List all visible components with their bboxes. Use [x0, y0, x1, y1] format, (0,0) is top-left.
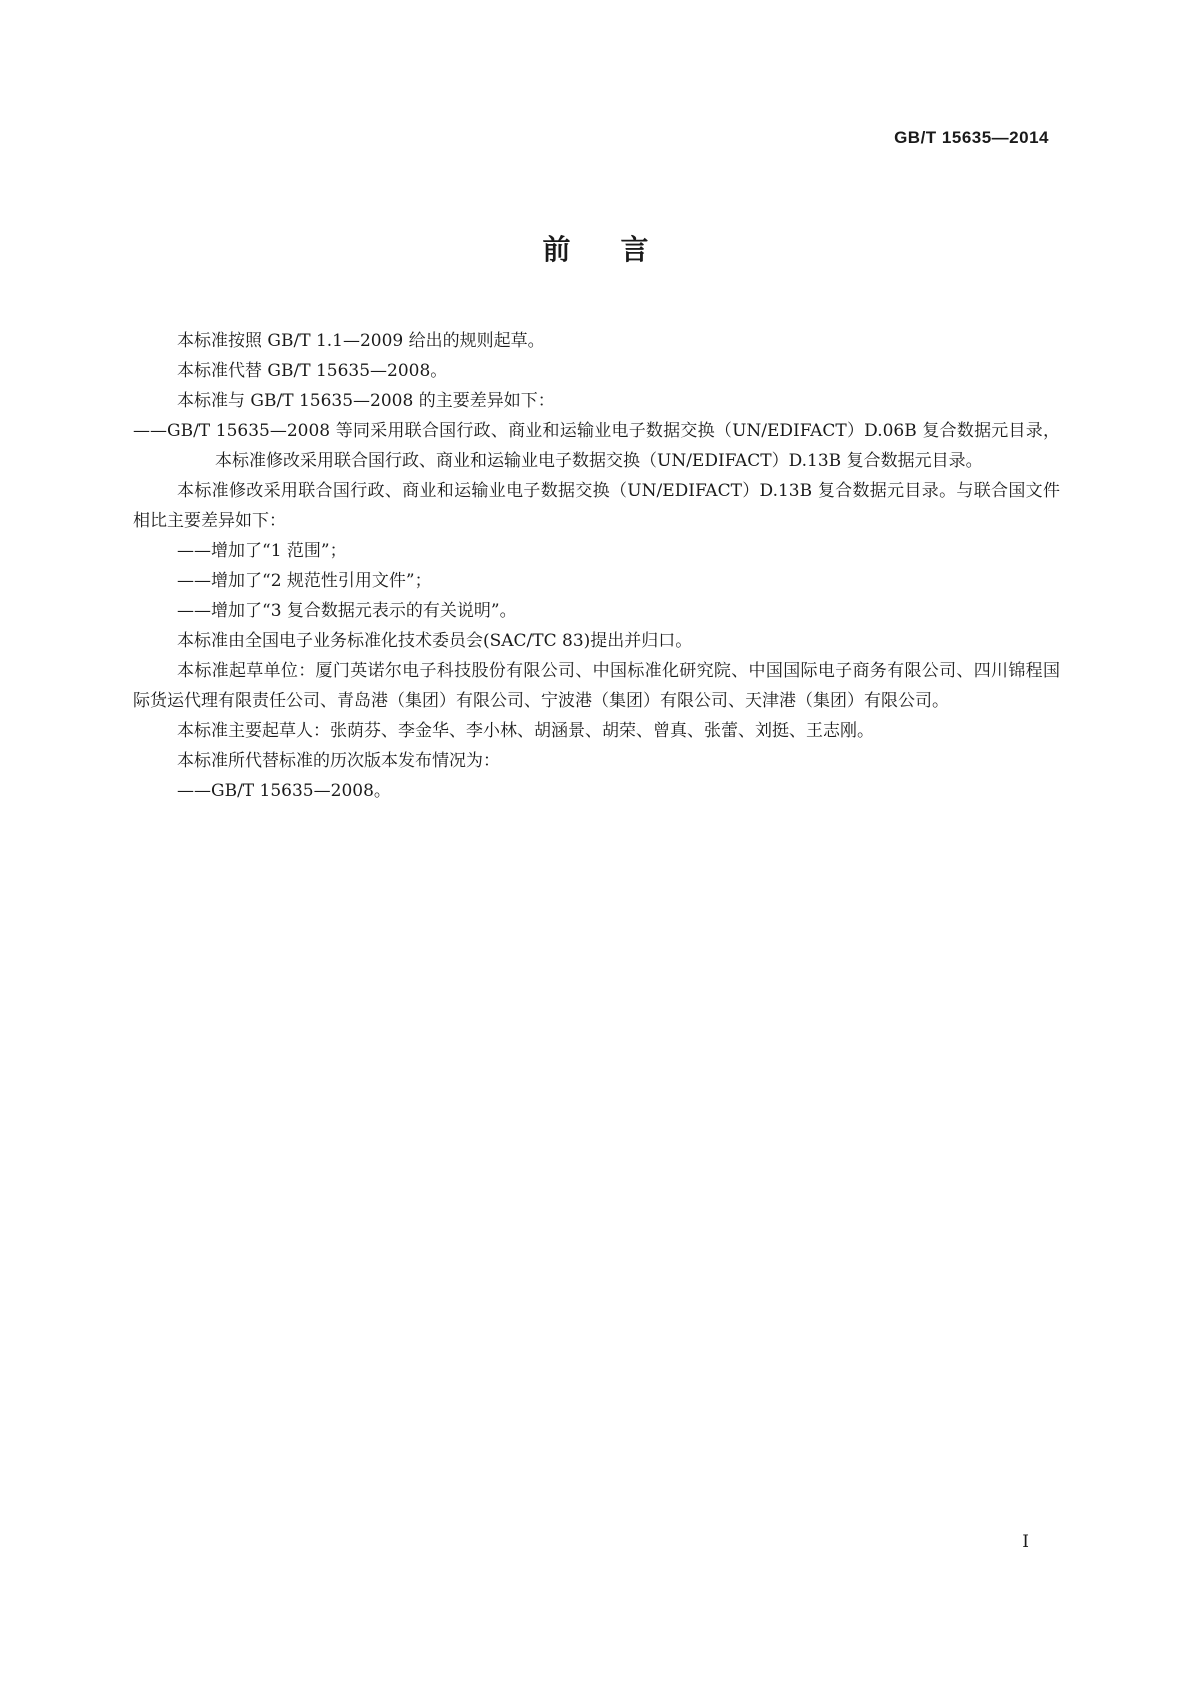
page-number: I	[1022, 1532, 1029, 1552]
dash-item-normative-references: ——增加了“2 规范性引用文件”；	[177, 571, 432, 591]
paragraph-proposer: 本标准由全国电子业务标准化技术委员会(SAC/TC 83)提出并归口。	[177, 631, 693, 651]
paragraph-drafters: 本标准主要起草人：张荫芬、李金华、李小林、胡涵景、胡荣、曾真、张蕾、刘挺、王志刚。	[177, 721, 874, 741]
dash-item-previous-version: ——GB/T 15635—2008。	[177, 781, 391, 801]
dash-item-representation-notes: ——增加了“3 复合数据元表示的有关说明”。	[177, 601, 517, 621]
standard-number: GB/T 15635—2014	[894, 128, 1049, 147]
paragraph-drafting-units: 本标准起草单位：厦门英诺尔电子科技股份有限公司、中国标准化研究院、中国国际电子商务有限公司、四川锦程国际货运代理有限责任公司、青岛港（集团）有限公司、宁波港（集团）有限公司、天津港（集团）有限公司。	[133, 661, 1060, 711]
dash-item-adoption: ——GB/T 15635—2008 等同采用联合国行政、商业和运输业电子数据交换（UN/EDIFACT）D.06B 复合数据元目录，本标准修改采用联合国行政、商业和运输业电子数据交换（UN/EDIFACT）D.13B 复合数据元目录。	[133, 421, 1060, 471]
paragraph-main-differences: 本标准与 GB/T 15635—2008 的主要差异如下：	[177, 391, 555, 411]
preface-body	[133, 326, 1060, 806]
paragraph-version-history: 本标准所代替标准的历次版本发布情况为：	[177, 751, 500, 771]
dash-item-scope: ——增加了“1 范围”；	[177, 541, 347, 561]
paragraph-drafting-rules: 本标准按照 GB/T 1.1—2009 给出的规则起草。	[177, 331, 545, 351]
page-title: 前言	[542, 233, 699, 266]
paragraph-replaces: 本标准代替 GB/T 15635—2008。	[177, 361, 448, 381]
paragraph-modified-adoption: 本标准修改采用联合国行政、商业和运输业电子数据交换（UN/EDIFACT）D.13B 复合数据元目录。与联合国文件相比主要差异如下：	[133, 481, 1060, 531]
